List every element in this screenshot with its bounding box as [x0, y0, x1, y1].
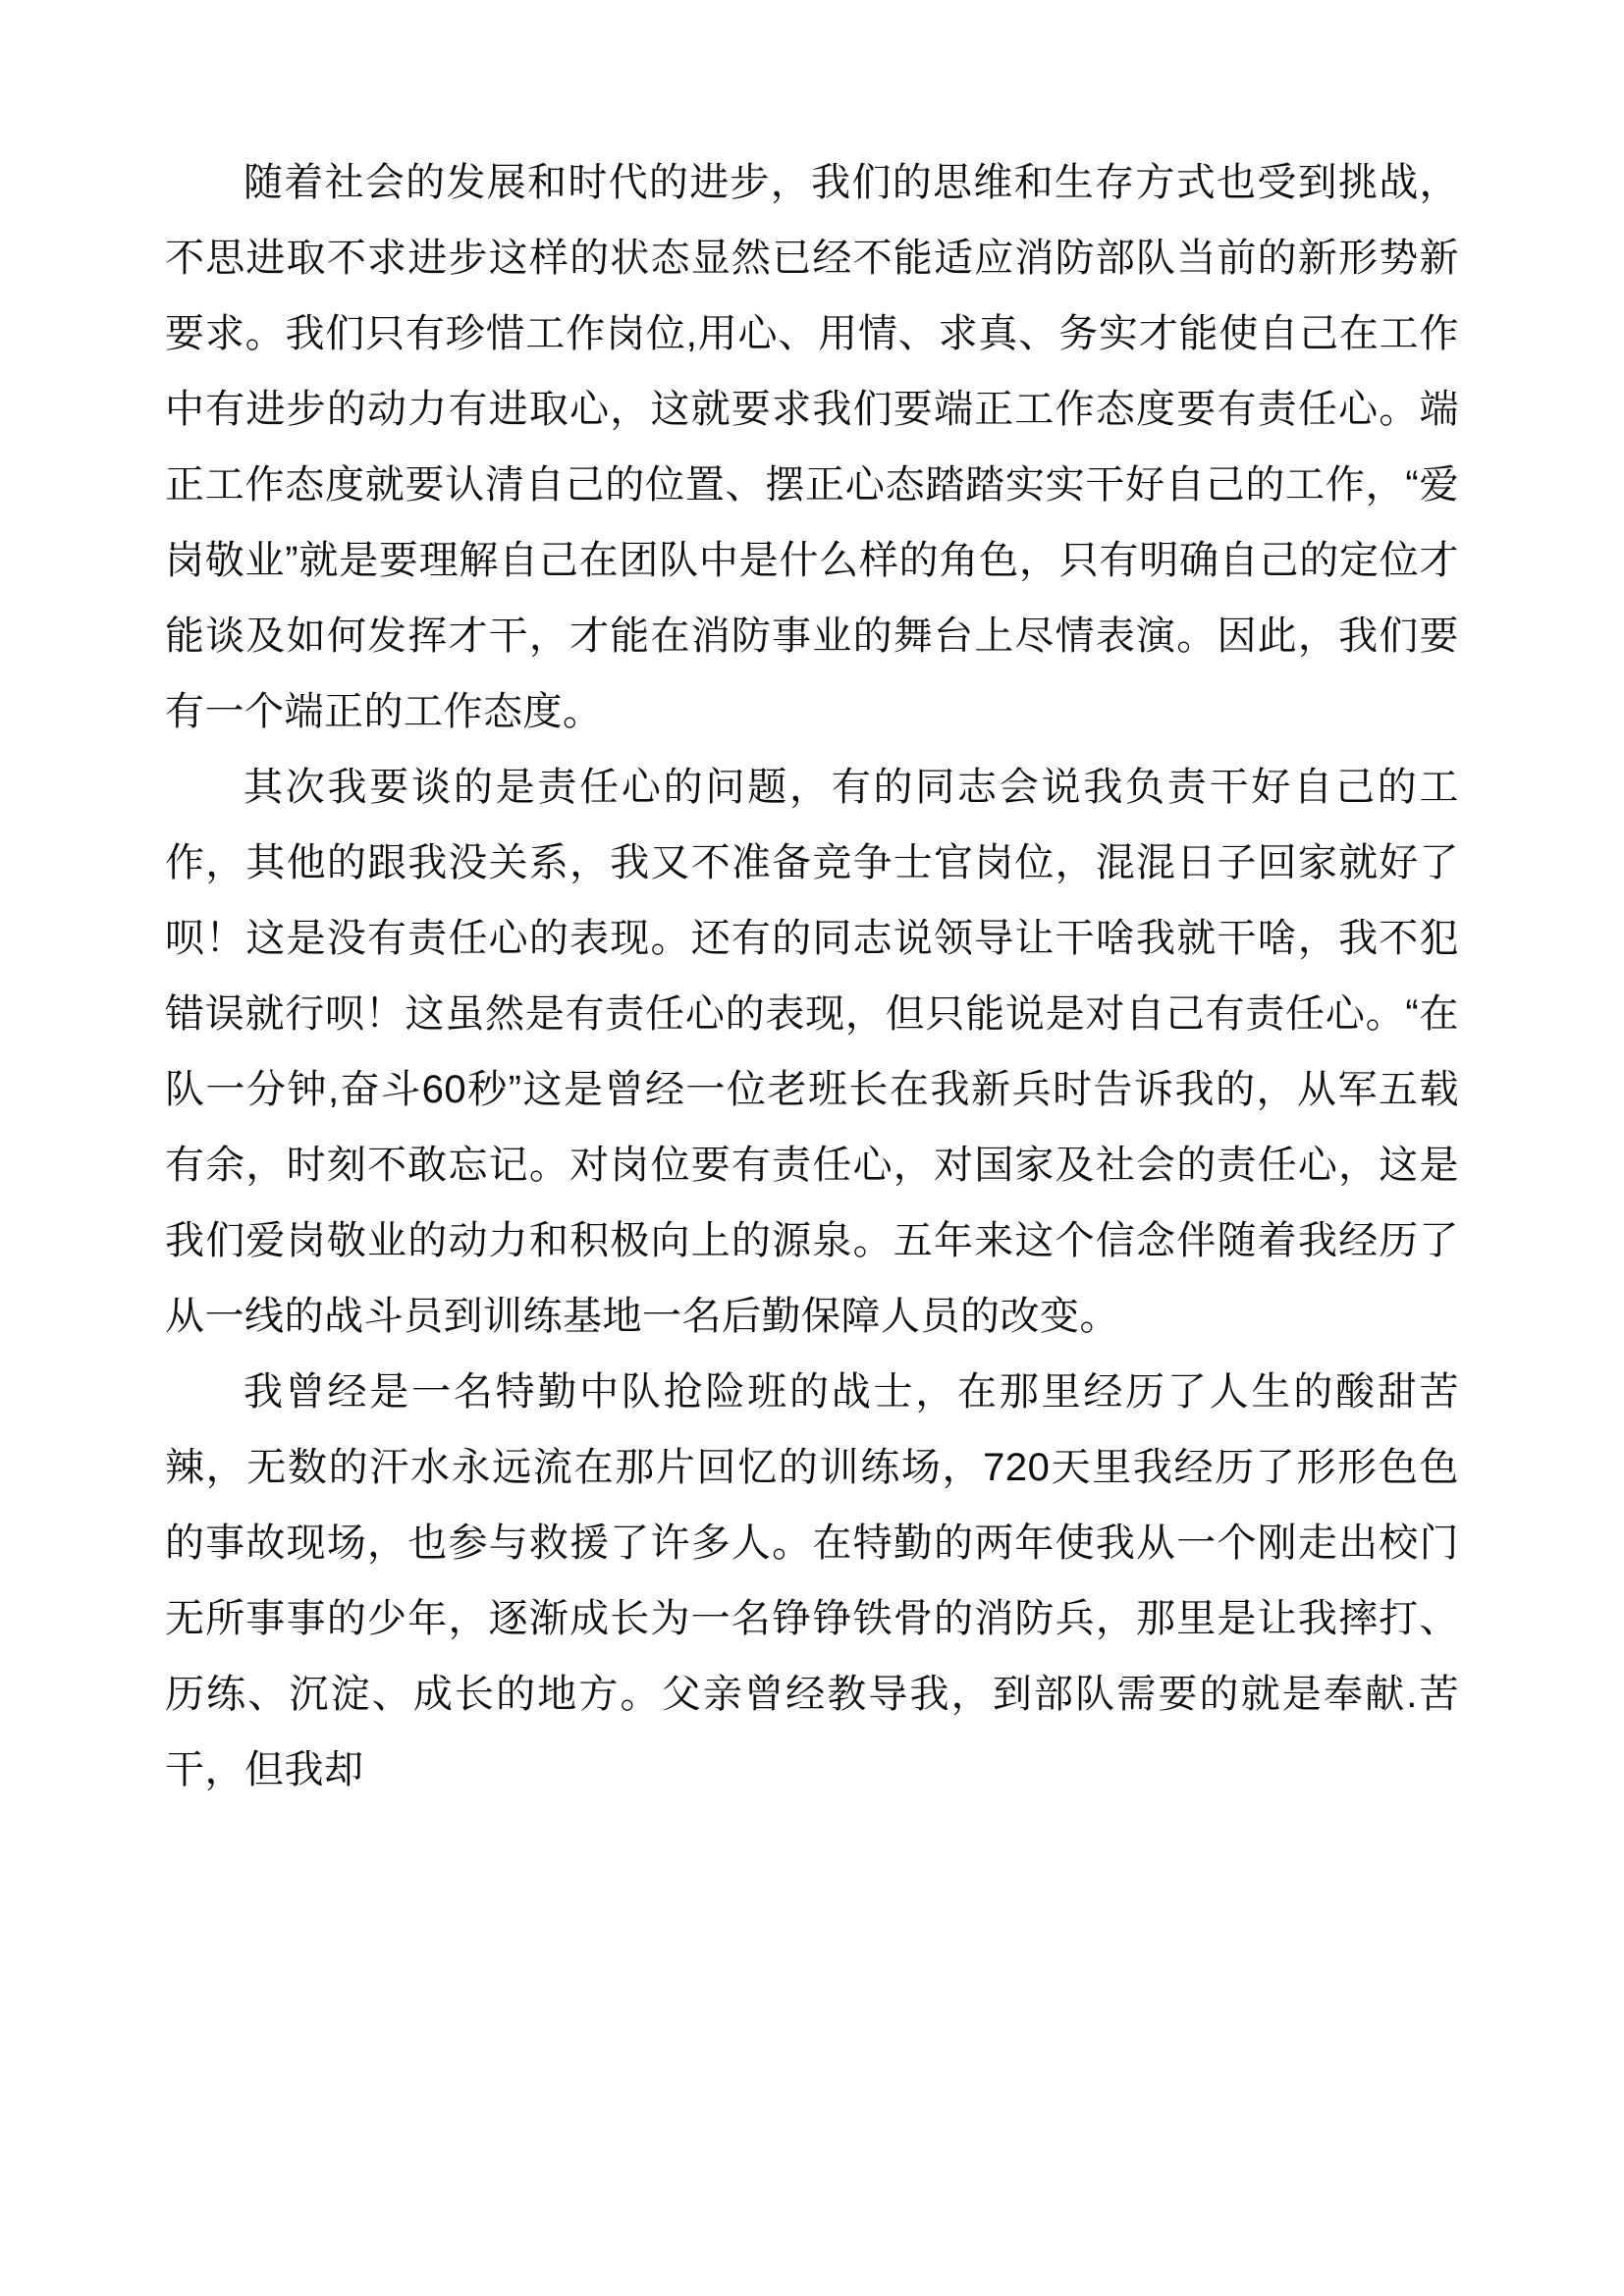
paragraph-personal-experience: 我曾经是一名特勤中队抢险班的战士，在那里经历了人生的酸甜苦辣，无数的汗水永远流在那片回忆的训练场，720天里我经历了形形色色的事故现场，也参与救援了许多人。在特勤的两年使我从一个刚走出校门无所事事的少年，逐渐成长为一名铮铮铁骨的消防兵，那里是让我摔打、历练、沉淀、成长的地方。父亲曾经教导我，到部队需要的就是奉献.苦干，但我却 — [165, 1370, 1459, 1791]
paragraph-responsibility: 其次我要谈的是责任心的问题，有的同志会说我负责干好自己的工作，其他的跟我没关系，我又不准备竞争士官岗位，混混日子回家就好了呗！这是没有责任心的表现。还有的同志说领导让干啥我就干啥，我不犯错误就行呗！这虽然是有责任心的表现，但只能说是对自己有责任心。“在队一分钟,奋斗60秒”这是曾经一位老班长在我新兵时告诉我的，从军五载有余，时刻不敢忘记。对岗位要有责任心，对国家及社会的责任心，这是我们爱岗敬业的动力和积极向上的源泉。五年来这个信念伴随着我经历了从一线的战斗员到训练基地一名后勤保障人员的改变。 — [165, 766, 1459, 1338]
document-body — [165, 145, 1459, 1808]
paragraph-work-attitude: 随着社会的发展和时代的进步，我们的思维和生存方式也受到挑战，不思进取不求进步这样的状态显然已经不能适应消防部队当前的新形势新要求。我们只有珍惜工作岗位,用心、用情、求真、务实才能使自己在工作中有进步的动力有进取心，这就要求我们要端正工作态度要有责任心。端正工作态度就要认清自己的位置、摆正心态踏踏实实干好自己的工作，“爱岗敬业”就是要理解自己在团队中是什么样的角色，只有明确自己的定位才能谈及如何发挥才干，才能在消防事业的舞台上尽情表演。因此，我们要有一个端正的工作态度。 — [165, 161, 1459, 733]
